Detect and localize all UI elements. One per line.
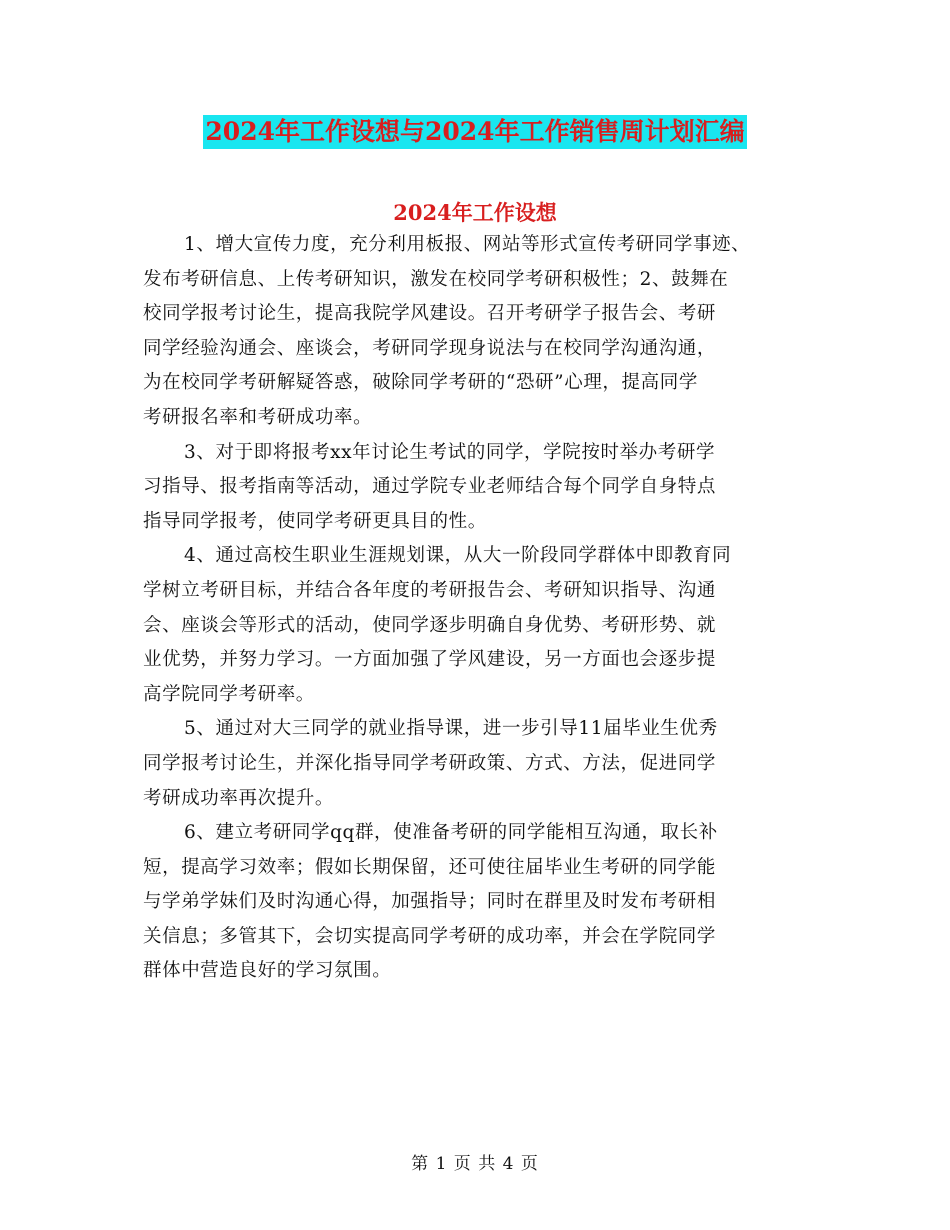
- paragraph-5: [143, 816, 811, 989]
- paragraph-line: 为在校同学考研解疑答惑，破除同学考研的“恐研”心理，提高同学: [143, 372, 698, 394]
- paragraph-2: [143, 436, 811, 540]
- paragraph-line: 短，提高学习效率；假如长期保留，还可使往届毕业生考研的同学能: [143, 856, 717, 878]
- paragraph-line: 同学经验沟通会、座谈会，考研同学现身说法与在校同学沟通沟通，: [143, 337, 717, 359]
- document-title: [0, 112, 950, 149]
- paragraph-line: 群体中营造良好的学习氛围。: [143, 960, 392, 982]
- document-body: [143, 228, 811, 989]
- paragraph-4: [143, 712, 811, 816]
- page-footer: 第 1 页 共 4 页: [411, 1154, 539, 1174]
- paragraph-1: [143, 228, 811, 436]
- paragraph-line: 1、增大宣传力度，充分利用板报、网站等形式宣传考研同学事迹、: [184, 234, 751, 255]
- paragraph-line: 高学院同学考研率。: [143, 683, 315, 705]
- paragraph-line: 发布考研信息、上传考研知识，激发在校同学考研积极性；2、鼓舞在: [143, 268, 729, 290]
- paragraph-line: 会、座谈会等形式的活动，使同学逐步明确自身优势、考研形势、就: [143, 614, 717, 636]
- paragraph-line: 6、建立考研同学qq群，使准备考研的同学能相互沟通，取长补: [184, 822, 718, 844]
- paragraph-line: 4、通过高校生职业生涯规划课，从大一阶段同学群体中即教育同: [184, 545, 732, 567]
- paragraph-line: 同学报考讨论生，并深化指导同学考研政策、方式、方法，促进同学: [143, 752, 717, 774]
- paragraph-line: 业优势，并努力学习。一方面加强了学风建设，另一方面也会逐步提: [143, 649, 717, 671]
- paragraph-line: 与学弟学妹们及时沟通心得，加强指导；同时在群里及时发布考研相: [143, 891, 717, 913]
- paragraph-line: 考研成功率再次提升。: [143, 787, 335, 809]
- paragraph-line: 指导同学报考，使同学考研更具目的性。: [143, 510, 487, 532]
- paragraph-line: 习指导、报考指南等活动，通过学院专业老师结合每个同学自身特点: [143, 476, 717, 498]
- document-title-text: 2024年工作设想与2024年工作销售周计划汇编: [203, 115, 746, 149]
- paragraph-3: [143, 539, 811, 712]
- section-title: 2024年工作设想: [393, 200, 557, 225]
- paragraph-line: 关信息；多管其下，会切实提高同学考研的成功率，并会在学院同学: [143, 925, 717, 947]
- paragraph-line: 考研报名率和考研成功率。: [143, 406, 373, 428]
- paragraph-line: 5、通过对大三同学的就业指导课，进一步引导11届毕业生优秀: [184, 718, 718, 740]
- paragraph-line: 校同学报考讨论生，提高我院学风建设。召开考研学子报告会、考研: [143, 303, 717, 325]
- paragraph-line: 学树立考研目标，并结合各年度的考研报告会、考研知识指导、沟通: [143, 579, 717, 601]
- paragraph-line: 3、对于即将报考xx年讨论生考试的同学，学院按时举办考研学: [184, 441, 716, 463]
